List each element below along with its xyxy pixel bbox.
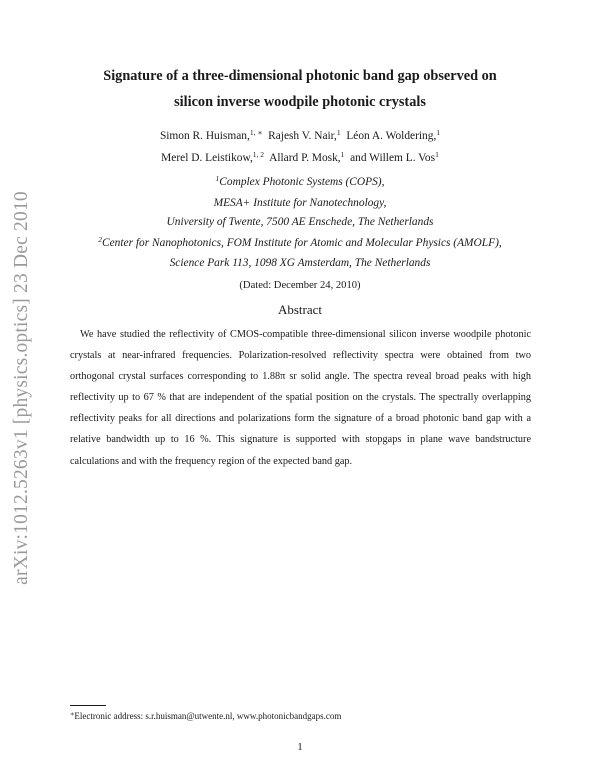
affiliation-2-line-2: Science Park 113, 1098 XG Amsterdam, The Netherlands bbox=[169, 257, 431, 269]
author-name: Allard P. Mosk, bbox=[269, 152, 341, 164]
affiliation-1-line-3: University of Twente, 7500 AE Enschede, The Netherlands bbox=[166, 216, 434, 228]
author-line-2 bbox=[40, 148, 560, 168]
author-affiliation-mark: 1, ∗ bbox=[249, 128, 263, 137]
affiliation-1-line-1 bbox=[40, 172, 560, 192]
author-name: and Willem L. Vos bbox=[350, 152, 436, 164]
footnote-text: Electronic address: s.r.huisman@utwente.nl, www.photonicbandgaps.com bbox=[74, 711, 342, 721]
abstract-heading: Abstract bbox=[277, 302, 323, 317]
paper-title-line-1: Signature of a three-dimensional photonic band gap observed on bbox=[103, 68, 497, 84]
paper-title-line-2: silicon inverse woodpile photonic crystals bbox=[174, 94, 426, 110]
page-number: 1 bbox=[297, 741, 303, 753]
author-name: Léon A. Woldering, bbox=[346, 130, 437, 142]
arxiv-stamp-text: arXiv:1012.5263v1 [physics.optics] 23 Dec 2010 bbox=[11, 191, 32, 585]
affiliation-mark: 2 bbox=[98, 235, 103, 244]
affiliation-mark: 1 bbox=[215, 174, 220, 183]
affiliation-1-line-2: MESA+ Institute for Nanotechnology, bbox=[213, 197, 387, 209]
author-name: Merel D. Leistikow, bbox=[161, 152, 253, 164]
author-name: Simon R. Huisman, bbox=[159, 130, 250, 142]
footnote-mark: ∗ bbox=[70, 711, 75, 718]
author-affiliation-mark: 1 bbox=[336, 128, 341, 137]
footnote-divider bbox=[70, 705, 106, 706]
author-affiliation-mark: 1 bbox=[435, 150, 439, 159]
affiliation-2-line-1 bbox=[40, 233, 560, 253]
abstract-body: We have studied the reflectivity of CMOS-compatible three-dimensional silicon inverse woodpile photonic crystals at near-infrared frequencies. Polarization-resolved reflectivity spectra were obtained from two orthogonal crystal surfaces corresponding to 1.88π sr solid angle. The spectra reveal broad peaks with high reflectivity up to 67 % that are independent of the spatial position on the crystals. The spectrally overlapping reflectivity peaks for all directions and polarizations form the signature of a broad photonic band gap with a relative bandwidth up to 16 %. This signature is supported with stopgaps in plane wave bandstructure calculations and with the frequency region of the expected band gap. bbox=[70, 329, 531, 467]
author-affiliation-mark: 1 bbox=[340, 150, 345, 159]
dated-line: (Dated: December 24, 2010) bbox=[239, 280, 361, 291]
author-name: Rajesh V. Nair, bbox=[268, 130, 337, 142]
footnote bbox=[70, 709, 540, 723]
author-affiliation-mark: 1, 2 bbox=[252, 150, 265, 159]
author-line-1 bbox=[40, 126, 560, 146]
affiliation-text: Center for Nanophotonics, FOM Institute for Atomic and Molecular Physics (AMOLF), bbox=[102, 237, 502, 249]
affiliation-text: Complex Photonic Systems (COPS), bbox=[219, 176, 385, 188]
author-affiliation-mark: 1 bbox=[436, 128, 441, 137]
